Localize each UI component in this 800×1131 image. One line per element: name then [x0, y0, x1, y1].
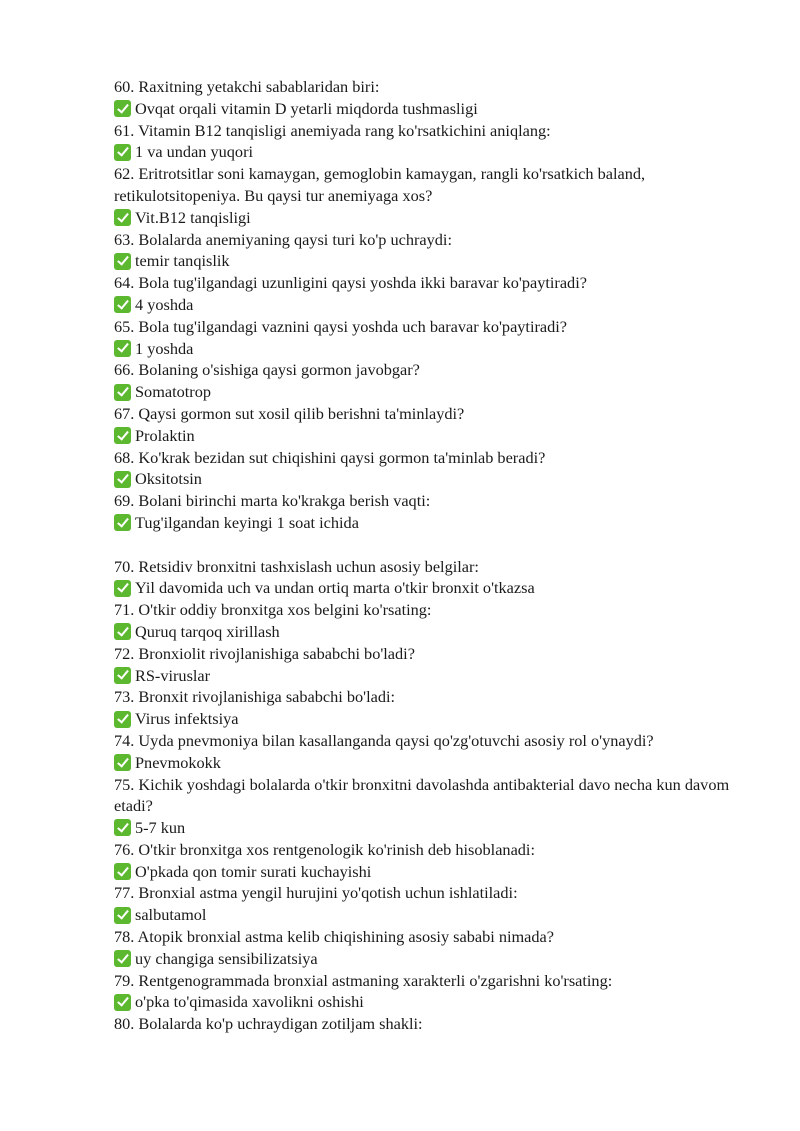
- answer-text: RS-viruslar: [135, 665, 211, 685]
- white-check-mark-icon: [114, 253, 131, 270]
- question-text: 61. Vitamin B12 tanqisligi anemiyada rang ko'rsatkichini aniqlang:: [114, 120, 551, 140]
- question-text: 70. Retsidiv bronxitni tashxislash uchun asosiy belgilar:: [114, 556, 479, 576]
- answer-text: 4 yoshda: [135, 294, 194, 314]
- answer-row: [114, 425, 764, 447]
- answer-text: Tug'ilgandan keyingi 1 soat ichida: [135, 512, 359, 532]
- answer-row: [114, 708, 764, 730]
- white-check-mark-icon: [114, 950, 131, 967]
- answer-row: [114, 861, 764, 883]
- white-check-mark-icon: [114, 384, 131, 401]
- white-check-mark-icon: [114, 340, 131, 357]
- answer-text: Ovqat orqali vitamin D yetarli miqdorda tushmasligi: [135, 98, 478, 118]
- answer-row: [114, 98, 764, 120]
- white-check-mark-icon: [114, 580, 131, 597]
- question-text: 63. Bolalarda anemiyaning qaysi turi ko'p uchraydi:: [114, 229, 452, 249]
- answer-row: [114, 468, 764, 490]
- white-check-mark-icon: [114, 754, 131, 771]
- answer-text: O'pkada qon tomir surati kuchayishi: [135, 861, 372, 881]
- question-text: 79. Rentgenogrammada bronxial astmaning xarakterli o'zgarishni ko'rsating:: [114, 970, 613, 990]
- question-text: 71. O'tkir oddiy bronxitga xos belgini ko'rsating:: [114, 600, 432, 620]
- answer-text: salbutamol: [135, 905, 207, 925]
- document-body: [114, 76, 764, 1035]
- white-check-mark-icon: [114, 100, 131, 117]
- answer-row: [114, 621, 764, 643]
- question-text: 64. Bola tug'ilgandagi uzunligini qaysi yoshda ikki baravar ko'paytiradi?: [114, 273, 587, 293]
- question-text: 73. Bronxit rivojlanishiga sababchi bo'ladi:: [114, 687, 396, 707]
- answer-text: Prolaktin: [135, 425, 195, 445]
- answer-text: temir tanqislik: [135, 251, 230, 271]
- white-check-mark-icon: [114, 994, 131, 1011]
- white-check-mark-icon: [114, 711, 131, 728]
- question-text: 77. Bronxial astma yengil hurujini yo'qotish uchun ishlatiladi:: [114, 883, 518, 903]
- answer-text: uy changiga sensibilizatsiya: [135, 948, 318, 968]
- answer-text: Vit.B12 tanqisligi: [135, 207, 251, 227]
- answer-row: [114, 817, 764, 839]
- answer-row: [114, 512, 764, 534]
- question-text: 78. Atopik bronxial astma kelib chiqishining asosiy sababi nimada?: [114, 927, 554, 947]
- answer-row: [114, 338, 764, 360]
- white-check-mark-icon: [114, 863, 131, 880]
- answer-text: Quruq tarqoq xirillash: [135, 621, 280, 641]
- answer-row: [114, 250, 764, 272]
- answer-text: Pnevmokokk: [135, 752, 221, 772]
- section-spacer: [114, 534, 764, 556]
- answer-text: Virus infektsiya: [135, 709, 239, 729]
- question-text: 65. Bola tug'ilgandagi vaznini qaysi yoshda uch baravar ko'paytiradi?: [114, 316, 568, 336]
- answer-row: [114, 294, 764, 316]
- answer-text: 1 va undan yuqori: [135, 142, 254, 162]
- question-text: 66. Bolaning o'sishiga qaysi gormon javobgar?: [114, 360, 420, 380]
- question-text: 74. Uyda pnevmoniya bilan kasallanganda qaysi qo'zg'otuvchi asosiy rol o'ynaydi?: [114, 730, 654, 750]
- answer-text: o'pka to'qimasida xavolikni oshishi: [135, 992, 364, 1012]
- question-text: 75. Kichik yoshdagi bolalarda o'tkir bronxitni davolashda antibakterial davo necha kun davom etadi?: [114, 774, 730, 816]
- answer-text: Somatotrop: [135, 382, 211, 402]
- answer-row: [114, 991, 764, 1013]
- white-check-mark-icon: [114, 819, 131, 836]
- answer-row: [114, 207, 764, 229]
- white-check-mark-icon: [114, 209, 131, 226]
- white-check-mark-icon: [114, 427, 131, 444]
- question-text: 76. O'tkir bronxitga xos rentgenologik ko'rinish deb hisoblanadi:: [114, 839, 535, 859]
- answer-text: Oksitotsin: [135, 469, 202, 489]
- white-check-mark-icon: [114, 144, 131, 161]
- white-check-mark-icon: [114, 667, 131, 684]
- answer-row: [114, 141, 764, 163]
- question-text: 62. Eritrotsitlar soni kamaygan, gemoglobin kamaygan, rangli ko'rsatkich baland, retikulotsitopeniya. Bu qaysi tur anemiyaga xos?: [114, 164, 646, 205]
- question-text: 60. Raxitning yetakchi sabablaridan biri:: [114, 77, 380, 96]
- question-text: 80. Bolalarda ko'p uchraydigan zotiljam shakli:: [114, 1014, 423, 1034]
- question-text: 67. Qaysi gormon sut xosil qilib berishni ta'minlaydi?: [114, 403, 465, 423]
- question-text: 72. Bronxiolit rivojlanishiga sababchi bo'ladi?: [114, 643, 415, 663]
- white-check-mark-icon: [114, 907, 131, 924]
- white-check-mark-icon: [114, 514, 131, 531]
- answer-text: 1 yoshda: [135, 338, 194, 358]
- answer-row: [114, 752, 764, 774]
- question-text: 69. Bolani birinchi marta ko'krakga berish vaqti:: [114, 491, 431, 511]
- question-text: 68. Ko'krak bezidan sut chiqishini qaysi gormon ta'minlab beradi?: [114, 447, 546, 467]
- answer-text: 5-7 kun: [135, 818, 186, 838]
- answer-row: [114, 948, 764, 970]
- white-check-mark-icon: [114, 623, 131, 640]
- white-check-mark-icon: [114, 471, 131, 488]
- white-check-mark-icon: [114, 296, 131, 313]
- answer-text: Yil davomida uch va undan ortiq marta o'tkir bronxit o'tkazsa: [135, 578, 535, 598]
- answer-row: [114, 381, 764, 403]
- answer-row: [114, 904, 764, 926]
- answer-row: [114, 665, 764, 687]
- answer-row: [114, 577, 764, 599]
